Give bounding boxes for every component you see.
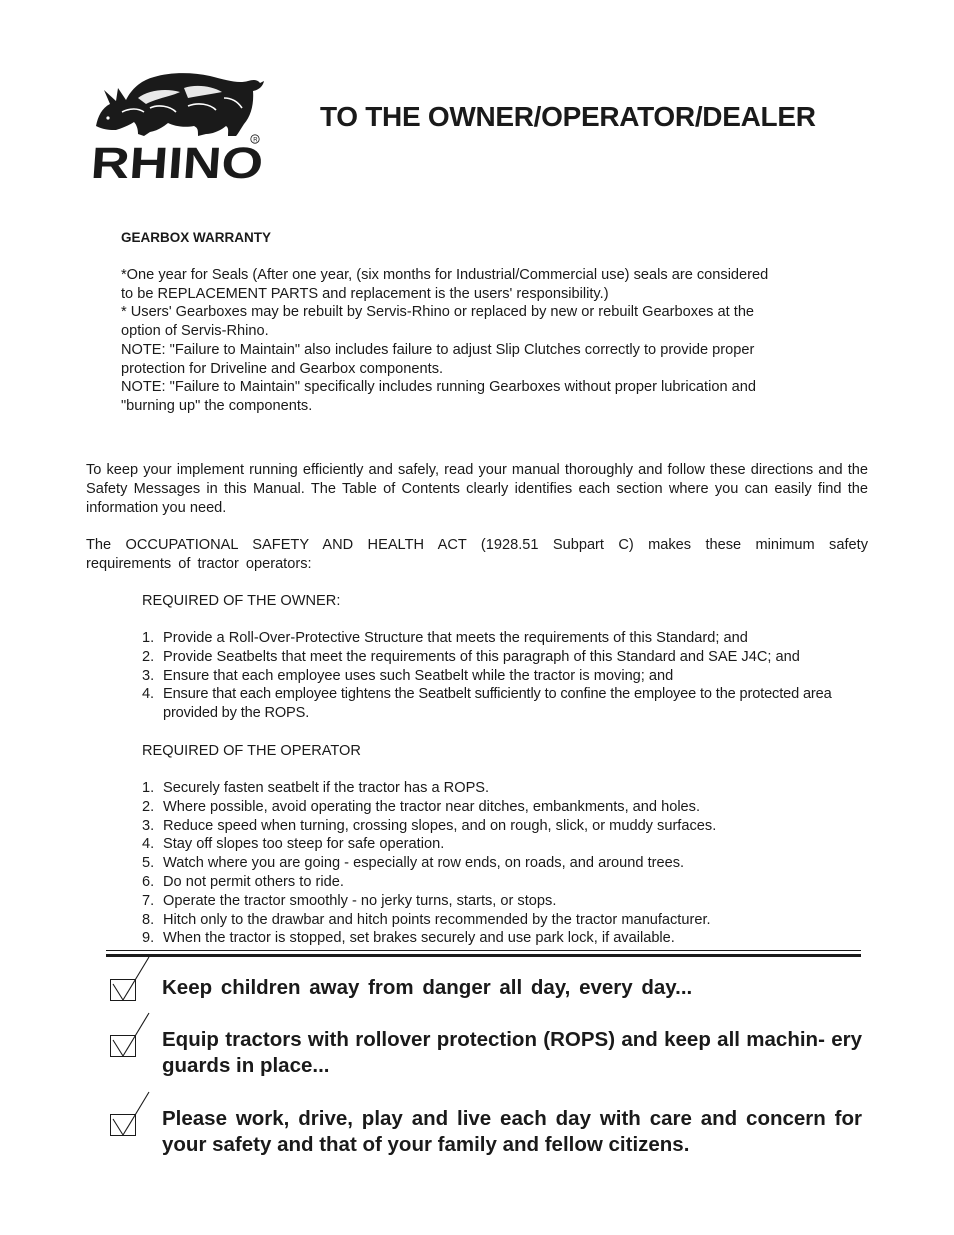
list-item: 2. Provide Seatbelts that meet the requirements of this paragraph of this Standard and SAE J4C; and (142, 648, 800, 665)
svg-text:R: R (253, 137, 258, 144)
list-item: 7. Operate the tractor smoothly - no jerky turns, starts, or stops. (142, 892, 557, 909)
list-item: 8. Hitch only to the drawbar and hitch points recommended by the tractor manufacturer. (142, 911, 711, 928)
list-item: 3. Reduce speed when turning, crossing slopes, and on rough, slick, or muddy surfaces. (142, 817, 717, 834)
checkbox-checked-icon (110, 1035, 136, 1057)
owner-heading: REQUIRED OF THE OWNER: (142, 593, 341, 609)
divider-thick (106, 954, 861, 957)
checkbox-checked-icon (110, 1114, 136, 1136)
warranty-line: NOTE: "Failure to Maintain" also includes failure to adjust Slip Clutches correctly to provide proper (121, 342, 755, 358)
warranty-line: option of Servis-Rhino. (121, 323, 269, 339)
list-item: 4. Stay off slopes too steep for safe operation. (142, 836, 445, 853)
list-item: 1. Provide a Roll-Over-Protective Structure that meets the requirements of this Standard; and (142, 630, 748, 646)
logo-wordmark: RHINO (89, 139, 235, 182)
warranty-line: "burning up" the components. (121, 398, 313, 414)
warranty-line: NOTE: "Failure to Maintain" specifically includes running Gearboxes without proper lubrication and (121, 379, 756, 395)
checkbox-checked-icon (110, 979, 136, 1001)
rhino-silhouette-icon (88, 68, 266, 182)
warranty-line: to be REPLACEMENT PARTS and replacement is the users' responsibility.) (121, 286, 609, 302)
list-item: 3. Ensure that each employee uses such Seatbelt while the tractor is moving; and (142, 667, 674, 684)
page-title: TO THE OWNER/OPERATOR/DEALER (320, 101, 816, 132)
list-item: 5. Watch where you are going - especially at row ends, on roads, and around trees. (142, 855, 685, 872)
rhino-logo (88, 68, 266, 182)
warranty-line: * Users' Gearboxes may be rebuilt by Servis-Rhino or replaced by new or rebuilt Gearboxes at the (121, 304, 755, 320)
warranty-heading: GEARBOX WARRANTY (121, 230, 272, 245)
safety-message: Keep children away from danger all day, every day... (162, 976, 693, 999)
list-item: 6. Do not permit others to ride. (142, 873, 344, 890)
list-item: 2. Where possible, avoid operating the tractor near ditches, embankments, and holes. (142, 798, 701, 815)
osha-paragraph: The OCCUPATIONAL SAFETY AND HEALTH ACT (1928.51 Subpart C) makes these minimum safety requirements of tractor operators: (86, 537, 868, 572)
safety-message: Please work, drive, play and live each day with care and concern for your safety and that of your family and fellow citizens. (162, 1107, 862, 1156)
operator-heading: REQUIRED OF THE OPERATOR (142, 743, 361, 759)
safety-message: Equip tractors with rollover protection (ROPS) and keep all machin- ery guards in place... (162, 1028, 862, 1077)
warranty-line: *One year for Seals (After one year, (six months for Industrial/Commercial use) seals are considered (121, 267, 769, 283)
list-item: 4. Ensure that each employee tightens the Seatbelt sufficiently to confine the employee to the protected area provided by the ROPS. (142, 686, 832, 722)
intro-paragraph: To keep your implement running efficiently and safely, read your manual thoroughly and follow these directions and the Safety Messages in this Manual. The Table of Contents clearly identifies each section where you can easily find the information you need. (86, 462, 868, 516)
divider-thin (106, 950, 861, 951)
list-item: 9. When the tractor is stopped, set brakes securely and use park lock, if available. (142, 930, 675, 947)
list-item: 1. Securely fasten seatbelt if the tractor has a ROPS. (142, 780, 490, 796)
operator-requirements-list (142, 779, 872, 948)
owner-requirements-list (142, 629, 872, 723)
warranty-line: protection for Driveline and Gearbox components. (121, 361, 444, 377)
